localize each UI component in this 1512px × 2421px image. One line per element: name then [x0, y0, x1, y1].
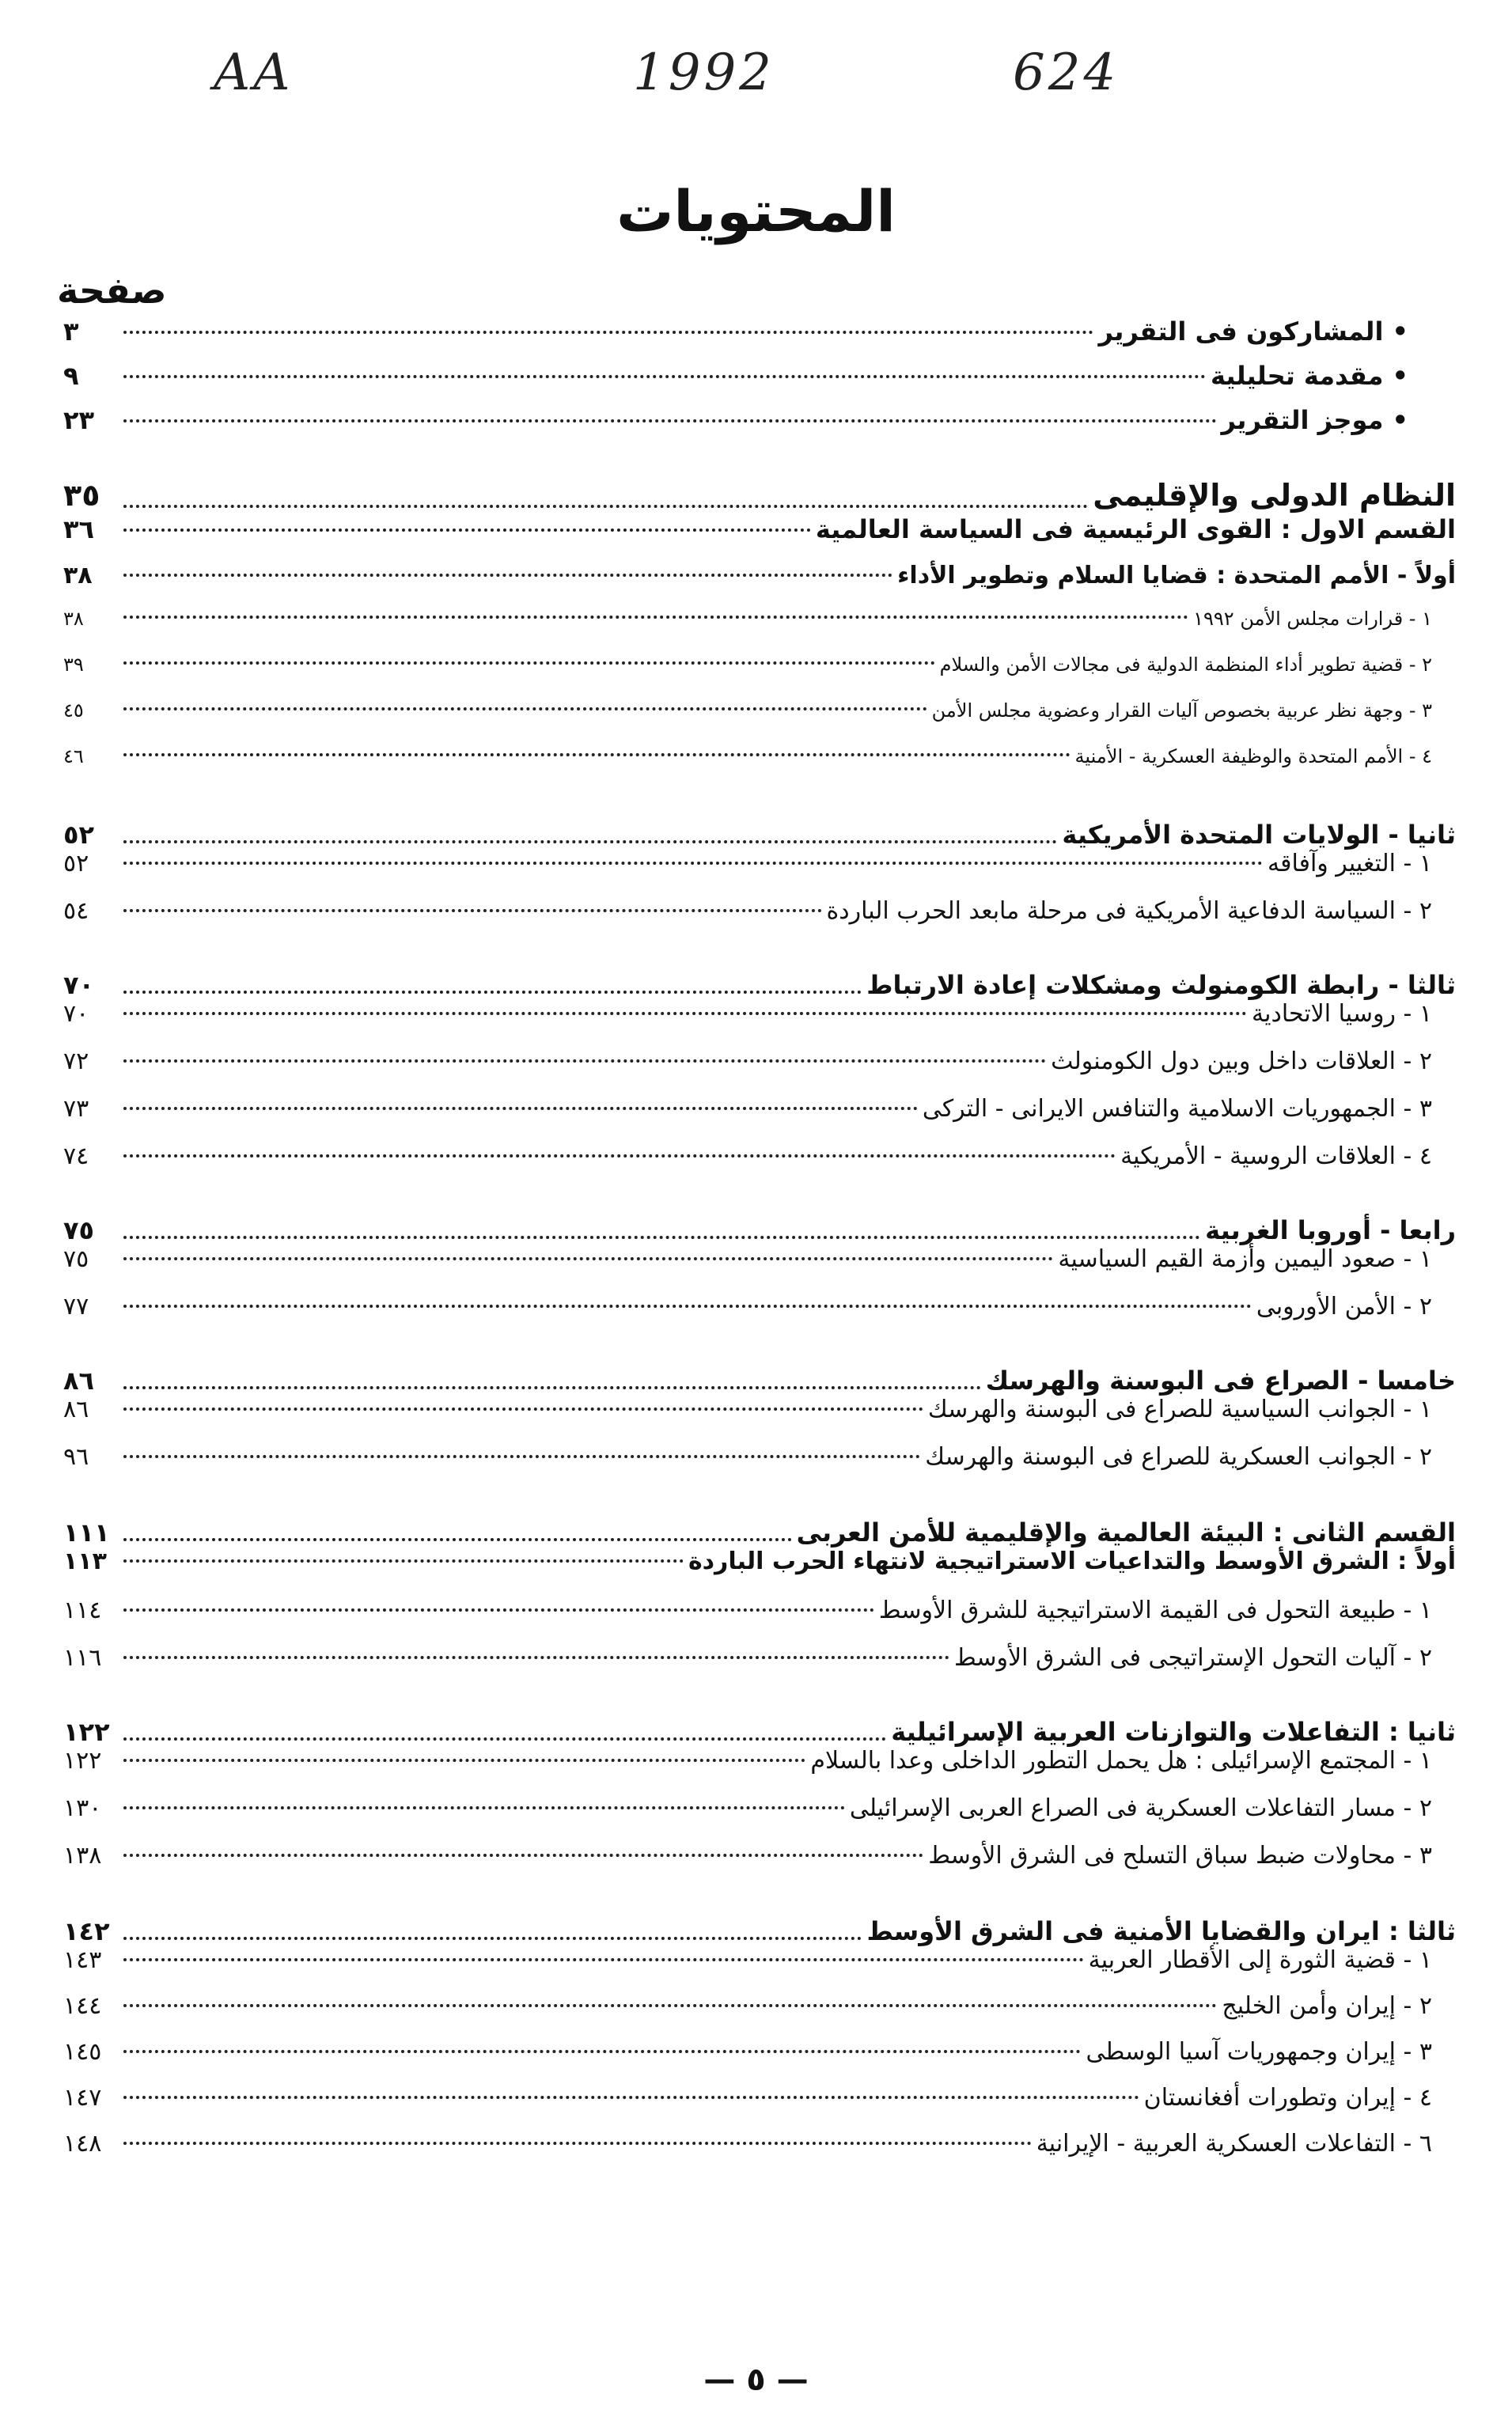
toc-entry	[63, 945, 1456, 1000]
toc-entry-page: ٧٥	[63, 1245, 89, 1273]
page-number-footer: — ٥ —	[703, 2362, 809, 2398]
toc-entry-label: ٣ - إيران وجمهوريات آسيا الوسطى	[1086, 2038, 1432, 2066]
toc-leader-dots	[123, 2050, 1081, 2053]
toc-entry-page: ٣٨	[63, 562, 93, 589]
toc-entry-page: ١١١	[63, 1517, 110, 1548]
page-title: المحتويات	[616, 178, 896, 244]
toc-entry-page: ٥٢	[63, 850, 89, 877]
toc-entry-label: • موجز التقرير	[1221, 405, 1408, 435]
toc-entry-page: ٥٤	[63, 897, 89, 925]
page-column-header: صفحة	[57, 269, 167, 312]
toc-leader-dots	[123, 1559, 684, 1563]
toc-entry-label: أولاً : الشرق الأوسط والتداعيات الاستراتيجية لانتهاء الحرب الباردة	[688, 1548, 1456, 1575]
toc-leader-dots	[123, 2096, 1139, 2099]
toc-entry	[63, 1443, 1456, 1491]
toc-leader-dots	[123, 375, 1206, 378]
toc-leader-dots	[123, 1608, 874, 1612]
toc-entry-page: ٧٣	[63, 1095, 89, 1123]
toc-entry	[63, 608, 1456, 654]
toc-entry	[63, 1142, 1456, 1190]
toc-entry	[63, 1842, 1456, 1889]
toc-entry-label: ١ - قضية الثورة إلى الأقطار العربية	[1088, 1946, 1432, 1974]
toc-entry	[63, 794, 1456, 850]
toc-entry	[63, 1747, 1456, 1794]
toc-entry-page: ١١٦	[63, 1644, 102, 1672]
toc-entry-page: ١٤٥	[63, 2038, 102, 2066]
toc-entry	[63, 1794, 1456, 1842]
toc-leader-dots	[123, 1107, 918, 1110]
toc-entry-label: • المشاركون فى التقرير	[1098, 316, 1408, 347]
toc-entry	[63, 562, 1456, 608]
toc-entry	[63, 1190, 1456, 1245]
toc-leader-dots	[123, 840, 1057, 843]
toc-entry-label: رابعا - أوروبا الغربية	[1205, 1214, 1456, 1245]
toc-entry-label: خامسا - الصراع فى البوسنة والهرسك	[985, 1365, 1456, 1396]
toc-leader-dots	[123, 1958, 1084, 1961]
toc-entry	[63, 405, 1456, 449]
toc-entry-label: ١ - روسيا الاتحادية	[1252, 1000, 1432, 1028]
toc-entry-label: القسم الثانى : البيئة العالمية والإقليمية للأمن العربى	[796, 1517, 1456, 1548]
handwritten-note-left: AA	[214, 44, 294, 102]
toc-entry-page: ٣٥	[63, 478, 100, 513]
toc-entry	[63, 1644, 1456, 1692]
toc-entry	[63, 1491, 1456, 1548]
toc-leader-dots	[123, 419, 1217, 422]
toc-entry-label: ٤ - العلاقات الروسية - الأمريكية	[1120, 1142, 1432, 1170]
toc-entry-label: ثالثا : ايران والقضايا الأمنية فى الشرق الأوسط	[866, 1915, 1456, 1946]
toc-entry	[63, 2130, 1456, 2176]
toc-entry	[63, 1692, 1456, 1747]
toc-entry	[63, 1597, 1456, 1644]
toc-entry-label: ٢ - العلاقات داخل وبين دول الكومنولث	[1051, 1048, 1432, 1075]
toc-entry-page: ٧٧	[63, 1293, 89, 1320]
toc-entry-page: ١١٤	[63, 1597, 102, 1624]
toc-leader-dots	[123, 862, 1263, 865]
toc-entry-page: ١٤٣	[63, 1946, 102, 1974]
toc-entry-label: ثالثا - رابطة الكومنولث ومشكلات إعادة الارتباط	[866, 969, 1456, 1000]
toc-entry-label: ١ - المجتمع الإسرائيلى : هل يحمل التطور الداخلى وعدا بالسلام	[810, 1747, 1432, 1775]
toc-leader-dots	[123, 1257, 1053, 1260]
toc-entry-page: ٢٣	[63, 405, 95, 435]
toc-entry-page: ١١٣	[63, 1548, 107, 1575]
toc-leader-dots	[123, 1656, 949, 1659]
toc-entry-page: ١٢٢	[63, 1747, 102, 1775]
toc-entry	[63, 897, 1456, 945]
toc-leader-dots	[123, 1236, 1200, 1239]
toc-entry-page: ٧٥	[63, 1214, 95, 1245]
toc-entry-page: ٨٦	[63, 1365, 95, 1396]
toc-leader-dots	[123, 991, 862, 994]
toc-entry-page: ٨٦	[63, 1396, 89, 1423]
toc-leader-dots	[123, 1455, 920, 1458]
toc-entry-label: ٤ - إيران وتطورات أفغانستان	[1143, 2084, 1432, 2112]
toc-entry-page: ٧٠	[63, 1000, 89, 1028]
toc-leader-dots	[123, 2142, 1032, 2145]
toc-entry-label: ٢ - الأمن الأوروبى	[1256, 1293, 1432, 1320]
toc-leader-dots	[123, 1305, 1252, 1308]
toc-entry-label: ١ - صعود اليمين وأزمة القيم السياسية	[1058, 1245, 1432, 1273]
toc-leader-dots	[123, 574, 892, 577]
toc-entry	[63, 449, 1456, 514]
toc-entry-label: ١ - التغيير وآفاقه	[1268, 850, 1432, 877]
toc-entry-page: ٩٦	[63, 1443, 89, 1471]
toc-leader-dots	[123, 1408, 923, 1411]
toc-entry-label: ٢ - قضية تطوير أداء المنظمة الدولية فى مجالات الأمن والسلام	[939, 654, 1432, 676]
toc-entry	[63, 514, 1456, 562]
toc-entry	[63, 1095, 1456, 1142]
toc-leader-dots	[123, 616, 1188, 619]
toc-entry-page: ٧٤	[63, 1142, 89, 1170]
toc-entry	[63, 699, 1456, 745]
toc-leader-dots	[123, 1538, 792, 1541]
toc-leader-dots	[123, 1806, 845, 1809]
toc-entry-label: ٢ - السياسة الدفاعية الأمريكية فى مرحلة مابعد الحرب الباردة	[826, 897, 1432, 925]
toc-entry	[63, 2084, 1456, 2130]
toc-entry	[63, 316, 1456, 361]
toc-entry-label: النظام الدولى والإقليمى	[1093, 478, 1456, 513]
toc-entry-label: ٦ - التفاعلات العسكرية العربية - الإيرانية	[1036, 2130, 1432, 2158]
toc-entry-page: ٣	[63, 316, 79, 347]
toc-leader-dots	[123, 661, 935, 665]
toc-entry-label: ٤ - الأمم المتحدة والوظيفة العسكرية - الأمنية	[1074, 745, 1432, 767]
toc-entry-page: ١٤٧	[63, 2084, 102, 2112]
toc-entry-page: ٧٢	[63, 1048, 89, 1075]
toc-leader-dots	[123, 1386, 981, 1389]
toc-leader-dots	[123, 529, 811, 532]
toc-entry-page: ٣٦	[63, 514, 95, 544]
toc-entry-label: ثانيا : التفاعلات والتوازنات العربية الإسرائيلية	[891, 1716, 1456, 1747]
toc-leader-dots	[123, 1937, 862, 1940]
toc-entry-page: ٤٦	[63, 745, 84, 767]
toc-entry	[63, 1396, 1456, 1443]
toc-leader-dots	[123, 1759, 805, 1762]
toc-leader-dots	[123, 707, 927, 710]
toc-entry	[63, 2038, 1456, 2084]
toc-entry	[63, 361, 1456, 405]
toc-entry	[63, 654, 1456, 699]
toc-entry-label: ١ - طبيعة التحول فى القيمة الاستراتيجية للشرق الأوسط	[878, 1597, 1432, 1624]
toc-entry-label: ٣ - الجمهوريات الاسلامية والتنافس الايرانى - التركى	[922, 1095, 1432, 1123]
table-of-contents	[63, 316, 1456, 2176]
handwritten-note-year: 1992	[633, 44, 775, 102]
toc-entry-page: ٩	[63, 361, 79, 391]
toc-entry-label: ثانيا - الولايات المتحدة الأمريكية	[1062, 819, 1456, 850]
handwritten-annotations	[0, 44, 1512, 138]
toc-entry-page: ٤٥	[63, 699, 84, 722]
toc-entry-label: ٣ - محاولات ضبط سباق التسلح فى الشرق الأوسط	[928, 1842, 1432, 1870]
toc-leader-dots	[123, 753, 1071, 756]
toc-leader-dots	[123, 1154, 1116, 1157]
toc-entry	[63, 1340, 1456, 1396]
toc-leader-dots	[123, 505, 1088, 508]
toc-entry	[63, 1889, 1456, 1946]
toc-leader-dots	[123, 1737, 886, 1741]
toc-entry	[63, 745, 1456, 794]
toc-entry-page: ١٤٤	[63, 1992, 102, 2020]
toc-entry	[63, 1548, 1456, 1597]
toc-entry-label: ٢ - مسار التفاعلات العسكرية فى الصراع العربى الإسرائيلى	[849, 1794, 1432, 1822]
toc-entry-page: ١٣٠	[63, 1794, 102, 1822]
toc-entry-page: ٥٢	[63, 819, 95, 850]
toc-entry	[63, 1992, 1456, 2038]
toc-leader-dots	[123, 331, 1093, 334]
toc-leader-dots	[123, 1854, 923, 1857]
toc-entry-label: ٢ - إيران وأمن الخليج	[1222, 1992, 1432, 2020]
toc-entry	[63, 1000, 1456, 1048]
toc-entry	[63, 1293, 1456, 1340]
toc-entry-page: ٧٠	[63, 969, 95, 1000]
toc-entry-label: ٣ - وجهة نظر عربية بخصوص آليات القرار وعضوية مجلس الأمن	[931, 699, 1432, 722]
toc-entry	[63, 1048, 1456, 1095]
toc-entry	[63, 1245, 1456, 1293]
toc-entry-label: • مقدمة تحليلية	[1210, 361, 1408, 391]
toc-entry-label: ١ - قرارات مجلس الأمن ١٩٩٢	[1193, 608, 1432, 630]
toc-entry-label: ٢ - الجوانب العسكرية للصراع فى البوسنة والهرسك	[925, 1443, 1432, 1471]
toc-entry-label: القسم الاول : القوى الرئيسية فى السياسة العالمية	[815, 514, 1456, 544]
toc-entry	[63, 850, 1456, 897]
toc-entry-page: ٣٨	[63, 608, 84, 630]
toc-leader-dots	[123, 909, 822, 912]
toc-entry-page: ١٤٢	[63, 1915, 110, 1946]
handwritten-note-right: 624	[1013, 44, 1120, 102]
toc-leader-dots	[123, 1059, 1046, 1063]
toc-entry-page: ١٤٨	[63, 2130, 102, 2158]
toc-entry-label: ١ - الجوانب السياسية للصراع فى البوسنة والهرسك	[927, 1396, 1432, 1423]
toc-entry-page: ٣٩	[63, 654, 84, 676]
toc-entry-label: ٢ - آليات التحول الإستراتيجى فى الشرق الأوسط	[953, 1644, 1432, 1672]
toc-leader-dots	[123, 1012, 1247, 1015]
toc-entry	[63, 1946, 1456, 1992]
toc-entry-label: أولاً - الأمم المتحدة : قضايا السلام وتطوير الأداء	[897, 562, 1456, 589]
toc-entry-page: ١٣٨	[63, 1842, 102, 1870]
toc-entry-page: ١٢٢	[63, 1716, 110, 1747]
toc-leader-dots	[123, 2004, 1217, 2007]
